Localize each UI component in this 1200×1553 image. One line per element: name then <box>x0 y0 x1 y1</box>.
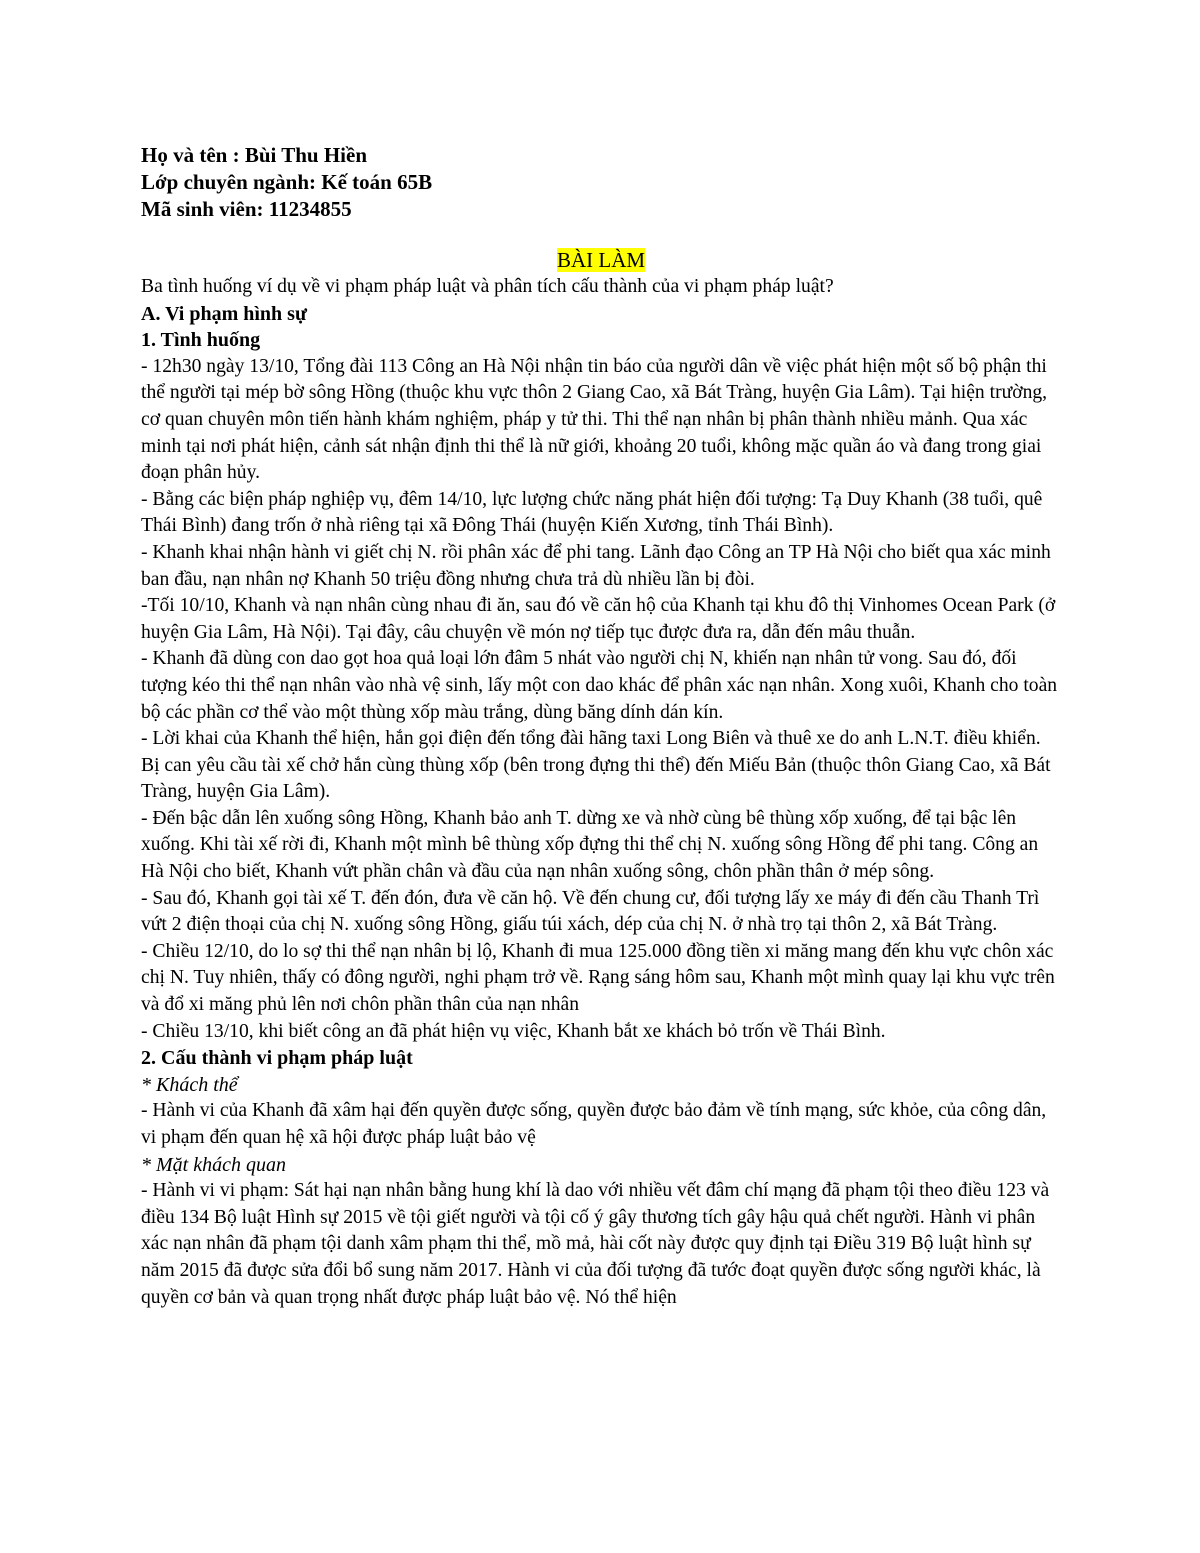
situation-paragraph: - Chiều 13/10, khi biết công an đã phát hiện vụ việc, Khanh bắt xe khách bỏ trốn về Thái Bình. <box>141 1020 886 1042</box>
situation-paragraph: - Sau đó, Khanh gọi tài xế T. đến đón, đưa về căn hộ. Về đến chung cư, đối tượng lấy xe máy đi đến cầu Thanh Trì vứt 2 điện thoại của chị N. xuống sông Hồng, giấu túi xách, dép của chị N. ở nhà trọ tại thôn 2, xã Bát Tràng. <box>141 887 1040 936</box>
situation-heading: 1. Tình huống <box>141 329 261 352</box>
situation-paragraph: - Lời khai của Khanh thể hiện, hắn gọi điện đến tổng đài hãng taxi Long Biên và thuê xe do anh L.N.T. điều khiển. Bị can yêu cầu tài xế chở hắn cùng thùng xốp (bên trong đựng thi thể) đến Miếu Bản (thuộc thôn Giang Cao, xã Bát Tràng, huyện Gia Lâm). <box>141 728 1051 803</box>
situation-paragraph: - 12h30 ngày 13/10, Tổng đài 113 Công an Hà Nội nhận tin báo của người dân về việc phát hiện một số bộ phận thi thể người tại mép bờ sông Hồng (thuộc khu vực thôn 2 Giang Cao, xã Bát Tràng, huyện Gia Lâm). Tại hiện trường, cơ quan chuyên môn tiến hành khám nghiệm, pháp y tử thi. Thi thể nạn nhân bị phân thành nhiều mảnh. Qua xác minh tại nơi phát hiện, cảnh sát nhận định thi thể là nữ giới, khoảng 20 tuổi, không mặc quần áo và đang trong giai đoạn phân hủy. <box>141 355 1048 484</box>
situation-paragraph: - Đến bậc dẫn lên xuống sông Hồng, Khanh bảo anh T. dừng xe và nhờ cùng bê thùng xốp xuống, để tại bậc lên xuống. Khi tài xế rời đi, Khanh một mình bê thùng xốp đựng thi thể chị N. xuống sông Hồng để phi tang. Công an Hà Nội cho biết, Khanh vứt phần chân và đầu của nạn nhân xuống sông, chôn phần thân ở mép sông. <box>141 807 1039 883</box>
situation-paragraph: -Tối 10/10, Khanh và nạn nhân cùng nhau đi ăn, sau đó về căn hộ của Khanh tại khu đô thị Vinhomes Ocean Park (ở huyện Gia Lâm, Hà Nội). Tại đây, câu chuyện về món nợ tiếp tục được đưa ra, dẫn đến mâu thuẫn. <box>141 595 1056 643</box>
objective-heading: * Mặt khách quan <box>141 1153 286 1176</box>
composition-heading: 2. Cấu thành vi phạm pháp luật <box>141 1047 413 1070</box>
object-text: - Hành vi của Khanh đã xâm hại đến quyền được sống, quyền được bảo đảm về tính mạng, sức khỏe, của công dân, vi phạm đến quan hệ xã hội được pháp luật bảo vệ <box>141 1100 1047 1148</box>
situation-paragraph: - Chiều 12/10, do lo sợ thi thể nạn nhân bị lộ, Khanh đi mua 125.000 đồng tiền xi măng mang đến khu vực chôn xác chị N. Tuy nhiên, thấy có đông người, nghi phạm trở về. Rạng sáng hôm sau, Khanh một mình quay lại khu vực trên và đổ xi măng phủ lên nơi chôn phần thân của nạn nhân <box>141 940 1055 1016</box>
document-page <box>141 142 1061 1311</box>
title-wrap <box>141 247 1061 274</box>
question-text: Ba tình huống ví dụ về vi phạm pháp luật và phân tích cấu thành của vi phạm pháp luật? <box>141 276 834 297</box>
student-class: Lớp chuyên ngành: Kế toán 65B <box>141 170 433 194</box>
situation-paragraph: - Khanh khai nhận hành vi giết chị N. rồi phân xác để phi tang. Lãnh đạo Công an TP Hà Nội cho biết qua xác minh ban đầu, nạn nhân nợ Khanh 50 triệu đồng nhưng chưa trả dù nhiều lần bị đòi. <box>141 541 1051 590</box>
object-heading: * Khách thể <box>141 1073 238 1096</box>
student-id: Mã sinh viên: 11234855 <box>141 197 352 221</box>
section-a-heading: A. Vi phạm hình sự <box>141 302 307 325</box>
situation-paragraph: - Khanh đã dùng con dao gọt hoa quả loại lớn đâm 5 nhát vào người chị N, khiến nạn nhân tử vong. Sau đó, đối tượng kéo thi thể nạn nhân vào nhà vệ sinh, lấy một con dao khác để phân xác nạn nhân. Xong xuôi, Khanh cho toàn bộ các phần cơ thể vào một thùng xốp màu trắng, dùng băng dính dán kín. <box>141 648 1058 723</box>
objective-text: - Hành vi vi phạm: Sát hại nạn nhân bằng hung khí là dao với nhiều vết đâm chí mạng đã phạm tội theo điều 123 và điều 134 Bộ luật Hình sự 2015 về tội giết người và tội cố ý gây thương tích gây hậu quả chết người. Hành vi phân xác nạn nhân đã phạm tội danh xâm phạm thi thể, mồ mả, hài cốt này được quy định tại Điều 319 Bộ luật hình sự năm 2015 đã được sửa đổi bổ sung năm 2017. Hành vi của đối tượng đã tước đoạt quyền được sống người khác, là quyền cơ bản và quan trọng nhất được pháp luật bảo vệ. Nó thể hiện <box>141 1180 1050 1308</box>
student-name: Họ và tên : Bùi Thu Hiền <box>141 143 367 167</box>
document-title: BÀI LÀM <box>556 248 646 272</box>
situation-paragraph: - Bằng các biện pháp nghiệp vụ, đêm 14/10, lực lượng chức năng phát hiện đối tượng: Tạ Duy Khanh (38 tuổi, quê Thái Bình) đang trốn ở nhà riêng tại xã Đông Thái (huyện Kiến Xương, tỉnh Thái Bình). <box>141 488 1043 537</box>
